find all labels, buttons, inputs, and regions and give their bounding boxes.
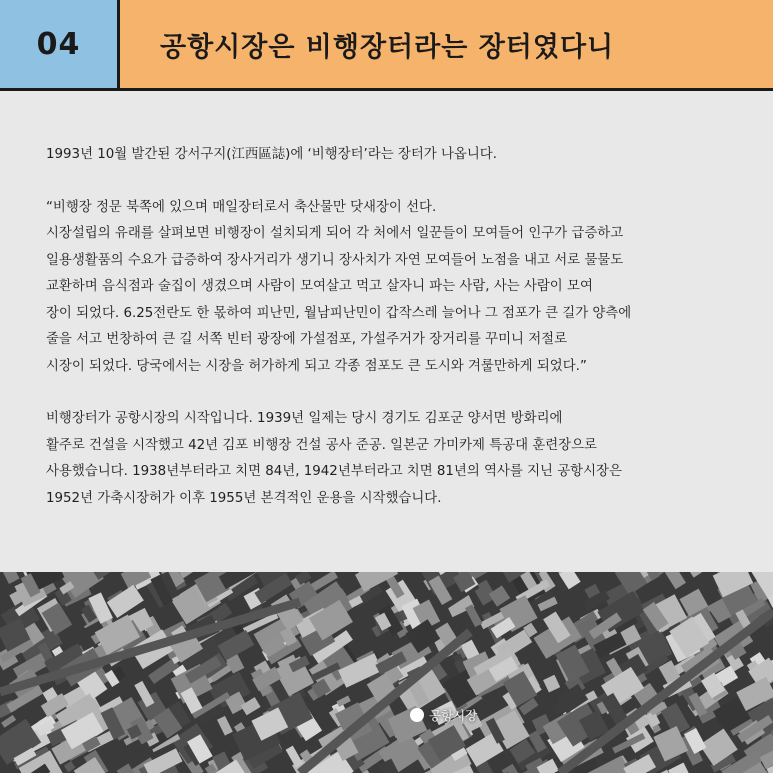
- paragraph-line: 사용했습니다. 1938년부터라고 치면 84년, 1942년부터라고 치면 81년의 역사를 지닌 공항시장은: [46, 464, 622, 479]
- paragraph-line: 1952년 가축시장허가 이후 1955년 본격적인 운용을 시작했습니다.: [46, 490, 442, 506]
- header-bar: [0, 0, 773, 91]
- quote-line: 시장이 되었다. 당국에서는 시장을 허가하게 되고 각종 점포도 큰 도시와 겨룰만하게 되었다.”: [46, 358, 587, 374]
- quote-line: 교환하며 음식점과 술집이 생겼으며 사람이 모여살고 먹고 살자니 파는 사람, 사는 사람이 모여: [46, 279, 593, 294]
- paragraph-line: 1993년 10월 발간된 강서구지(江西區誌)에 ‘비행장터’라는 장터가 나옵니다.: [46, 147, 497, 162]
- location-dot-icon: [410, 708, 424, 722]
- quote-line: 줄을 서고 번창하여 큰 길 서쪽 빈터 광장에 가설점포, 가설주거가 장거리를 꾸미니 저절로: [46, 332, 568, 347]
- page-title: 공항시장은 비행장터라는 장터였다니: [160, 31, 615, 63]
- photo-label: [410, 706, 477, 724]
- paragraph-line: 활주로 건설을 시작했고 42년 김포 비행장 건설 공사 준공. 일본군 가미카제 특공대 훈련장으로: [46, 437, 597, 453]
- aerial-photo-drawing: [0, 572, 773, 773]
- paragraph-line: 비행장터가 공항시장의 시작입니다. 1939년 일제는 당시 경기도 김포군 양서면 방화리에: [46, 411, 563, 426]
- section-number: 04: [36, 26, 81, 62]
- quote-line: 장이 되었다. 6.25전란도 한 몫하여 피난민, 월남피난민이 갑작스레 늘어나 그 점포가 큰 길가 양측에: [46, 305, 632, 321]
- title-box: [120, 0, 773, 88]
- quote-line: 일용생활품의 수요가 급증하여 장사거리가 생기니 장사치가 자연 모여들어 노점을 내고 서로 물물도: [46, 252, 624, 268]
- quote-line: 시장설립의 유래를 살펴보면 비행장이 설치되게 되어 각 처에서 일꾼들이 모여들어 인구가 급증하고: [46, 226, 624, 241]
- article-body: [46, 142, 746, 512]
- aerial-photo: [0, 572, 773, 773]
- quote-line: “비행장 정문 북쪽에 있으며 매일장터로서 축산물만 닷새장이 선다.: [46, 199, 437, 215]
- photo-label-text: 공항시장: [429, 708, 478, 723]
- section-number-box: [0, 0, 120, 88]
